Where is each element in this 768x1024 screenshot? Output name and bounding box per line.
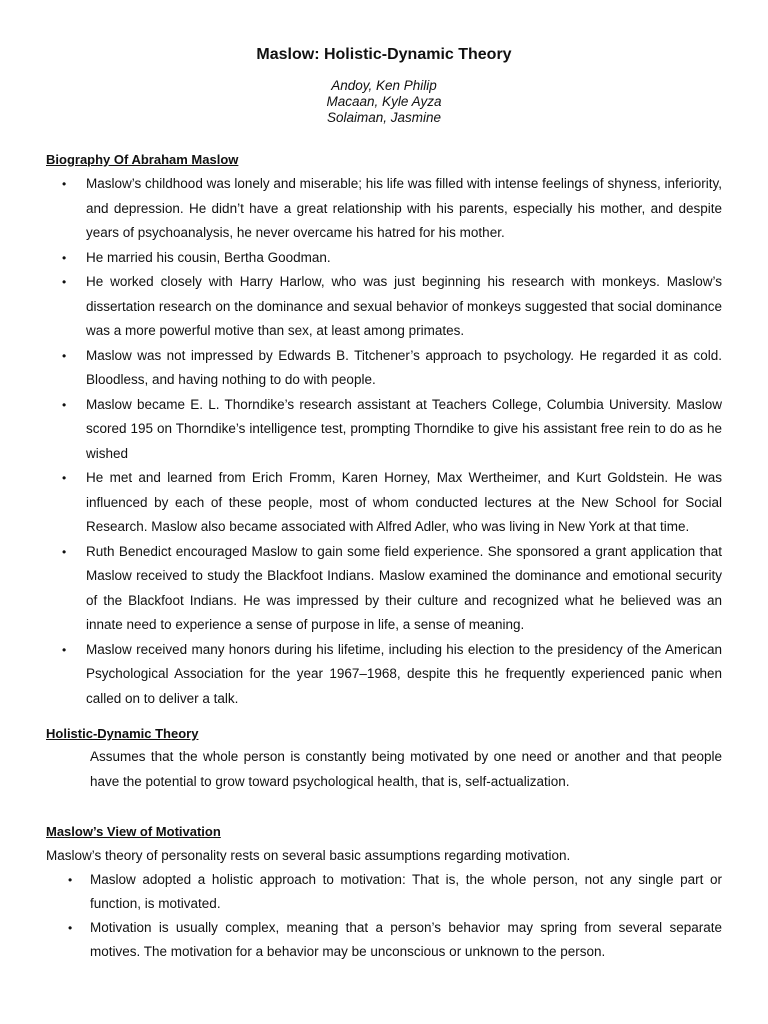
list-item-text: Maslow was not impressed by Edwards B. Titchener’s approach to psychology. He regarded it as cold. Bloodless, and having nothing to do with people.: [86, 347, 722, 387]
list-item-text: Ruth Benedict encouraged Maslow to gain some field experience. She sponsored a grant application that Maslow received to study the Blackfoot Indians. Maslow examined the dominance and emotional security of the Blackfoot Indians. He was impressed by their culture and recognized what he believed was an innate need to experience a sense of purpose in life, a sense of meaning.: [86, 543, 722, 632]
list-item: [46, 344, 722, 393]
list-item-text: Motivation is usually complex, meaning that a person’s behavior may spring from several separate motives. The motivation for a behavior may be unconscious or unknown to the person.: [90, 920, 722, 959]
list-item: [46, 246, 722, 271]
author-list: [0, 78, 768, 126]
author-name: Macaan, Kyle Ayza: [326, 94, 442, 109]
bullet-icon: •: [68, 873, 73, 887]
biography-list: [46, 172, 722, 711]
author-name: Andoy, Ken Philip: [331, 78, 437, 93]
list-item-text: He met and learned from Erich Fromm, Karen Horney, Max Wertheimer, and Kurt Goldstein. He was influenced by each of these people, most of whom conducted lectures at the New School for Social Research. Maslow also became associated with Alfred Adler, who was living in New York at that time.: [86, 470, 722, 534]
document-title: Maslow: Holistic-Dynamic Theory: [256, 46, 512, 63]
bullet-icon: •: [62, 397, 67, 412]
list-item: [46, 172, 722, 246]
list-item-text: He married his cousin, Bertha Goodman.: [86, 249, 331, 265]
list-item-text: He worked closely with Harry Harlow, who was just beginning his research with monkeys. Maslow’s dissertation research on the dominance and sexual behavior of monkeys suggested that social dominance was a more powerful motive than sex, at least among primates.: [86, 274, 722, 338]
bullet-icon: •: [62, 348, 67, 363]
bullet-icon: •: [68, 921, 73, 935]
list-item: [46, 540, 722, 638]
list-item: [46, 466, 722, 540]
list-item: [46, 868, 722, 916]
bullet-icon: •: [62, 177, 67, 191]
motivation-list: [46, 868, 722, 964]
section-heading-motivation: Maslow’s View of Motivation: [46, 824, 221, 839]
author-name: Solaiman, Jasmine: [326, 110, 442, 125]
holistic-description: Assumes that the whole person is constantly being motivated by one need or another and that people have the potential to grow toward psychological health, that is, self-actualization.: [90, 749, 722, 789]
bullet-icon: •: [62, 642, 67, 657]
list-item: [46, 393, 722, 467]
motivation-intro: Maslow’s theory of personality rests on several basic assumptions regarding motivation.: [46, 848, 571, 863]
list-item: [46, 916, 722, 964]
bullet-icon: •: [62, 471, 67, 485]
list-item-text: Maslow received many honors during his lifetime, including his election to the presidency of the American Psychological Association for the year 1967–1968, despite this he frequently experienced panic when called on to deliver a talk.: [86, 641, 722, 706]
list-item-text: Maslow’s childhood was lonely and miserable; his life was filled with intense feelings of shyness, inferiority, and depression. He didn’t have a great relationship with his parents, especially his mother, and despite years of psychoanalysis, he never overcame his hatred for his mother.: [86, 176, 722, 240]
section-heading-holistic: Holistic-Dynamic Theory: [46, 726, 199, 741]
bullet-icon: •: [62, 250, 67, 265]
list-item-text: Maslow became E. L. Thorndike’s research assistant at Teachers College, Columbia University. Maslow scored 195 on Thorndike’s intelligence test, prompting Thorndike to give his assistant free rein to do as he wished: [86, 396, 722, 461]
bullet-icon: •: [62, 275, 67, 289]
list-item: [46, 638, 722, 712]
bullet-icon: •: [62, 544, 67, 559]
list-item: [46, 270, 722, 344]
list-item-text: Maslow adopted a holistic approach to motivation: That is, the whole person, not any single part or function, is motivated.: [90, 872, 722, 911]
section-heading-biography: Biography Of Abraham Maslow: [46, 152, 239, 167]
